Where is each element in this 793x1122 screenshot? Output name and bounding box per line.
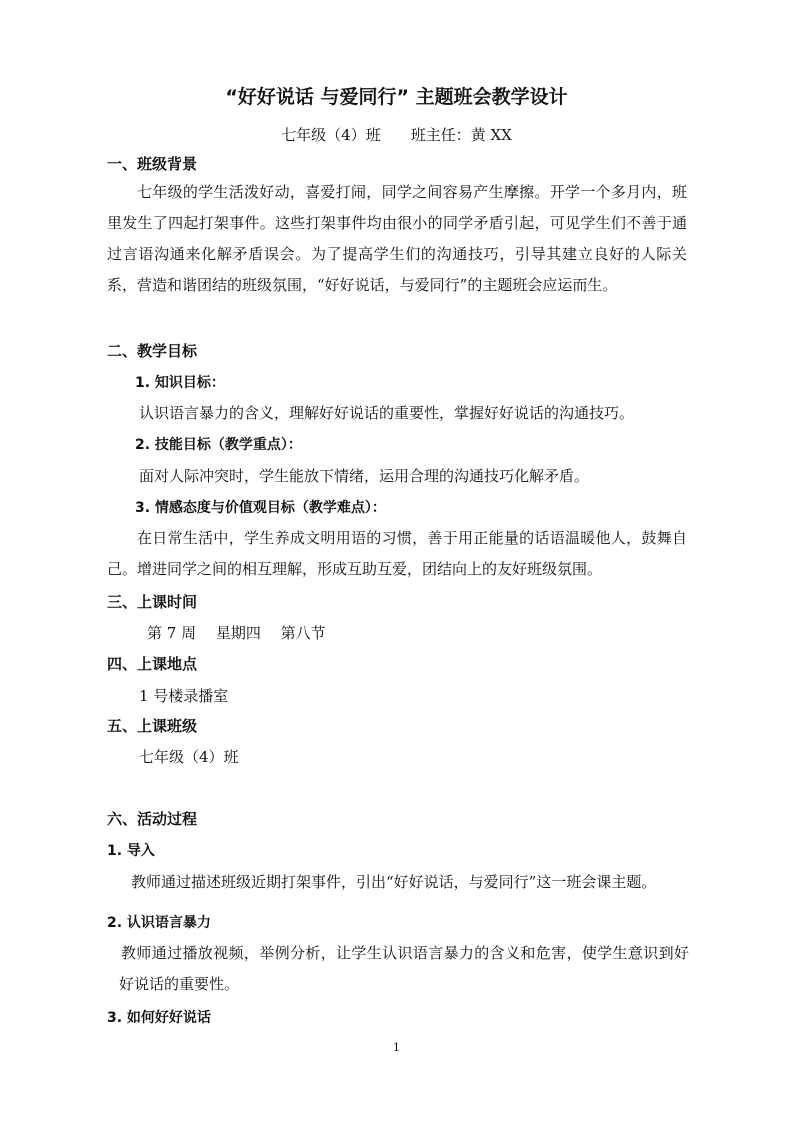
document-title: “好好说话 与爱同行” 主题班会教学设计 <box>225 86 568 108</box>
section-heading-class: 五、上课班级 <box>107 717 198 735</box>
page-number: 1 <box>393 1041 400 1054</box>
section-heading-process: 六、活动过程 <box>107 810 198 828</box>
section-heading-time: 三、上课时间 <box>107 593 198 611</box>
class-name-text: 七年级（4）班 <box>139 748 239 766</box>
skill-goal-heading: 2. 技能目标（教学重点）： <box>135 437 302 453</box>
class-teacher-info: 七年级（4）班 班主任：黄 XX <box>281 126 512 144</box>
class-time-text: 第 7 周 星期四 第八节 <box>147 624 326 642</box>
step1-heading: 1. 导入 <box>107 843 155 859</box>
step2-paragraph: 教师通过播放视频，举例分析，让学生认识语言暴力的含义和危害，使学生意识到好好说话的重要性。 <box>119 944 689 993</box>
background-paragraph: 七年级的学生活泼好动，喜爱打闹，同学之间容易产生摩擦。开学一个多月内，班里发生了四起打架事件。这些打架事件均由很小的同学矛盾引起，可见学生们不善于通过言语沟通来化解矛盾误会。为了提高学生们的沟通技巧，引导其建立良好的人际关系，营造和谐团结的班级氛围，“好好说话，与爱同行”的主题班会应运而生。 <box>107 183 687 294</box>
emotion-goal-paragraph: 在日常生活中，学生养成文明用语的习惯，善于用正能量的话语温暖他人，鼓舞自己。增进同学之间的相互理解，形成互助互爱，团结向上的友好班级氛围。 <box>107 529 687 578</box>
section-heading-background: 一、班级背景 <box>107 155 198 173</box>
knowledge-goal-text: 认识语言暴力的含义，理解好好说话的重要性，掌握好好说话的沟通技巧。 <box>139 404 635 422</box>
class-place-text: 1 号楼录播室 <box>139 687 229 705</box>
step3-heading: 3. 如何好好说话 <box>107 1010 211 1026</box>
section-heading-place: 四、上课地点 <box>107 655 198 673</box>
step2-heading: 2. 认识语言暴力 <box>107 915 211 931</box>
section-heading-goals: 二、教学目标 <box>107 342 198 360</box>
skill-goal-text: 面对人际冲突时，学生能放下情绪，运用合理的沟通技巧化解矛盾。 <box>139 467 590 485</box>
knowledge-goal-heading: 1. 知识目标： <box>135 375 225 391</box>
step1-text: 教师通过描述班级近期打架事件，引出“好好说话，与爱同行”这一班会课主题。 <box>131 873 657 891</box>
emotion-goal-heading: 3. 情感态度与价值观目标（教学难点）： <box>135 500 386 516</box>
